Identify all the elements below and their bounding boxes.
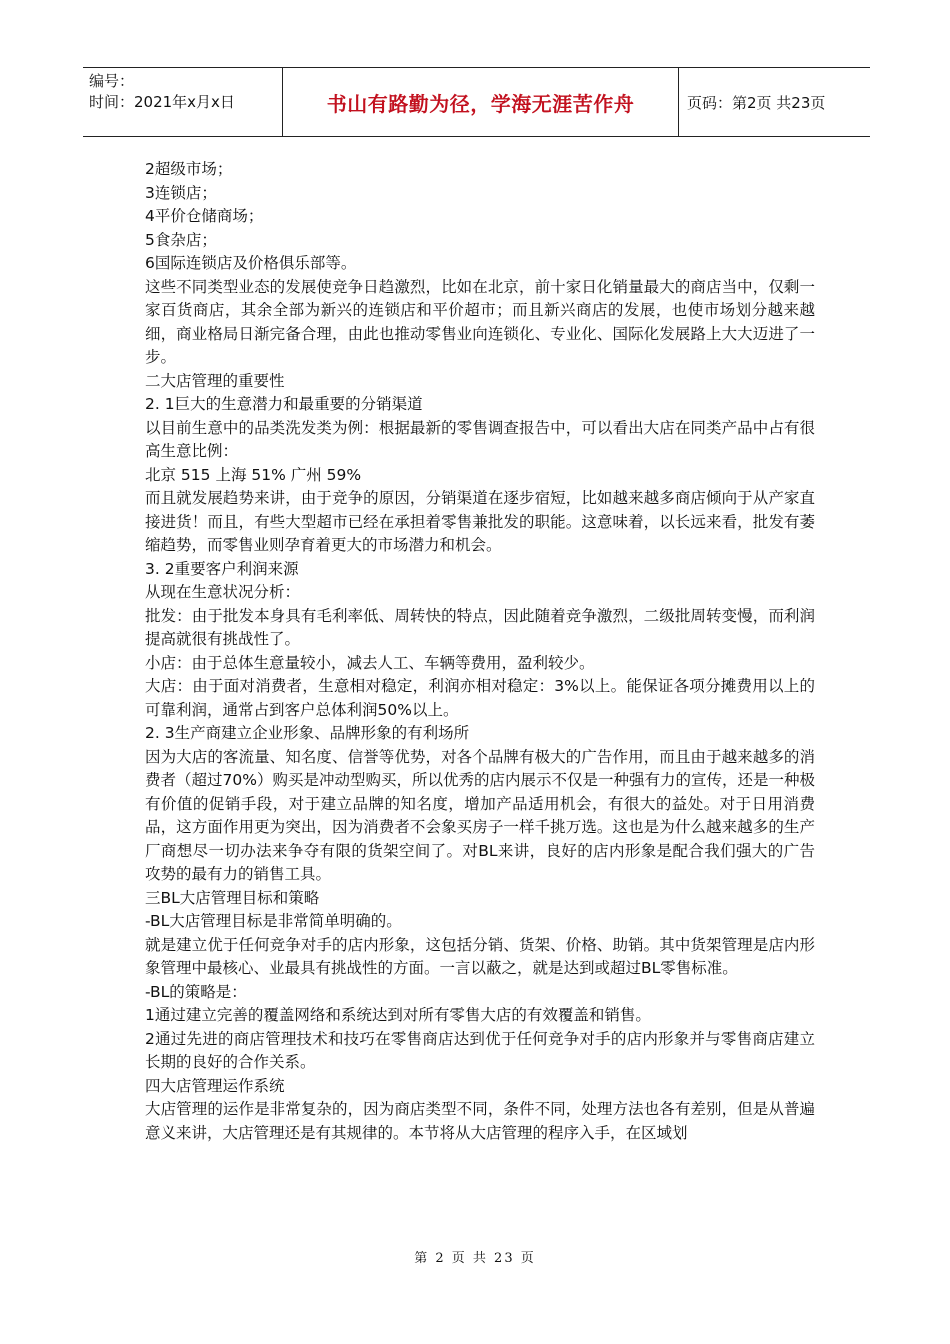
paragraph: 5食杂店； (145, 230, 217, 249)
paragraph: 因为大店的客流量、知名度、信誉等优势，对各个品牌有极大的广告作用，而且由于越来越多的消费者（超过70%）购买是冲动型购买，所以优秀的店内展示不仅是一种强有力的宣传，还是一种极有价值的促销手段，对于建立品牌的知名度，增加产品适用机会，有很大的益处。对于日用消费品，这方面作用更为突出，因为消费者不会象买房子一样千挑万选。这也是为什么越来越多的生产厂商想尽一切办法来争夺有限的货架空间了。对BL来讲，良好的店内形象是配合我们强大的广告攻势的最有力的销售工具。 (145, 747, 815, 883)
header-motto-cell (283, 68, 679, 136)
subsection-heading: 2. 3生产商建立企业形象、品牌形象的有利场所 (145, 724, 470, 742)
paragraph: 2超级市场； (145, 160, 233, 178)
page-footer: 第 2 页 共 23 页 (414, 1251, 536, 1266)
header-page-cell (679, 68, 870, 136)
paragraph: 而且就发展趋势来讲，由于竞争的原因，分销渠道在逐步宿短，比如越来越多商店倾向于从产家直接进货！而且，有些大型超市已经在承担着零售兼批发的职能。这意味着，以长远来看，批发有萎缩趋势，而零售业则孕育着更大的市场潜力和机会。 (145, 489, 815, 554)
paragraph: 这些不同类型业态的发展使竞争日趋激烈，比如在北京，前十家日化销量最大的商店当中，仅剩一家百货商店，其余全部为新兴的连锁店和平价超市；而且新兴商店的发展，也使市场划分越来越细，商业格局日渐完备合理，由此也推动零售业向连锁化、专业化、国际化发展路上大大迈进了一步。 (145, 277, 815, 366)
header-motto: 书山有路勤为径，学海无涯苦作舟 (326, 91, 635, 116)
paragraph: 2通过先进的商店管理技术和技巧在零售商店达到优于任何竞争对手的店内形象并与零售商店建立长期的良好的合作关系。 (145, 1029, 815, 1071)
paragraph: 4平价仓储商场； (145, 207, 264, 225)
paragraph: 以目前生意中的品类洗发类为例：根据最新的零售调查报告中，可以看出大店在同类产品中占有很高生意比例： (145, 418, 815, 460)
document-body (145, 158, 815, 1145)
section-heading: 三BL大店管理目标和策略 (145, 888, 320, 907)
paragraph: 1通过建立完善的覆盖网络和系统达到对所有零售大店的有效覆盖和销售。 (145, 1006, 651, 1024)
paragraph: 批发：由于批发本身具有毛利率低、周转快的特点，因此随着竞争激烈，二级批周转变慢，而利润提高就很有挑战性了。 (145, 606, 815, 648)
paragraph: 就是建立优于任何竞争对手的店内形象，这包括分销、货架、价格、助销。其中货架管理是店内形象管理中最核心、业最具有挑战性的方面。一言以蔽之，就是达到或超过BL零售标准。 (145, 935, 815, 977)
document-time-label: 时间：2021年x月x日 (89, 93, 235, 111)
paragraph: 从现在生意状况分析： (145, 583, 301, 601)
paragraph: 6国际连锁店及价格俱乐部等。 (145, 254, 357, 272)
paragraph: 北京 515 上海 51% 广州 59% (145, 465, 362, 484)
paragraph: 大店管理的运作是非常复杂的，因为商店类型不同，条件不同，处理方法也各有差别，但是从普遍意义来讲，大店管理还是有其规律的。本节将从大店管理的程序入手，在区域划 (145, 1100, 815, 1142)
header-info-cell (83, 68, 283, 136)
paragraph: 大店：由于面对消费者，生意相对稳定，利润亦相对稳定：3%以上。能保证各项分摊费用以上的可靠利润，通常占到客户总体利润50%以上。 (145, 677, 815, 719)
paragraph: 小店：由于总体生意量较小，减去人工、车辆等费用，盈利较少。 (145, 653, 595, 672)
paragraph: -BL的策略是： (145, 982, 247, 1001)
paragraph: 3连锁店； (145, 183, 217, 202)
section-heading: 四大店管理运作系统 (145, 1076, 285, 1095)
header-page-info: 页码：第2页 共23页 (687, 93, 826, 112)
subsection-heading: 3. 2重要客户利润来源 (145, 559, 299, 578)
document-number-label: 编号： (89, 72, 135, 90)
subsection-heading: 2. 1巨大的生意潜力和最重要的分销渠道 (145, 395, 423, 413)
page-header (83, 67, 870, 137)
paragraph: -BL大店管理目标是非常简单明确的。 (145, 912, 402, 930)
section-heading: 二大店管理的重要性 (145, 371, 285, 390)
